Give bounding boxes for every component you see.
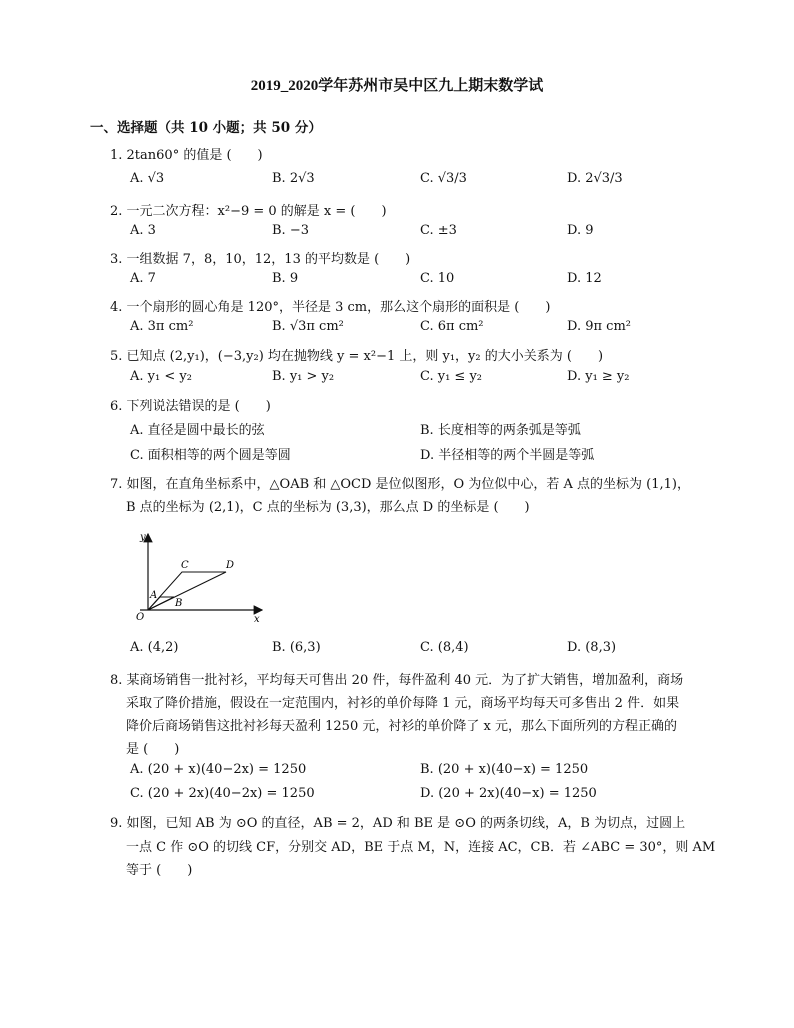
- question-9-stem: 9. 如图，已知 AB 为 ⊙O 的直径，AB = 2，AD 和 BE 是 ⊙O 的两条切线，A，B 为切点，过圆上: [110, 816, 686, 831]
- question-7-option-d[interactable]: D. (8,3): [567, 640, 617, 655]
- question-7-option-a[interactable]: A. (4,2): [130, 640, 179, 655]
- question-7-figure: [130, 528, 270, 628]
- question-1-option-d[interactable]: D. 2√3/3: [567, 171, 623, 186]
- question-2-stem: 2. 一元二次方程：x²−9 = 0 的解是 x = ( ): [110, 204, 387, 219]
- question-2-option-a[interactable]: A. 3: [130, 223, 156, 238]
- question-6-option-d[interactable]: D. 半径相等的两个半圆是等弧: [420, 448, 595, 463]
- question-5-option-c[interactable]: C. y₁ ≤ y₂: [420, 369, 483, 384]
- question-3-option-b[interactable]: B. 9: [272, 271, 299, 286]
- question-5-option-b[interactable]: B. y₁ > y₂: [272, 369, 335, 384]
- question-1-option-a[interactable]: A. √3: [130, 171, 165, 186]
- page-title: 2019_2020学年苏州市吴中区九上期末数学试: [250, 78, 544, 94]
- question-7-stem-line-2: B 点的坐标为 (2,1)，C 点的坐标为 (3,3)，那么点 D 的坐标是 ( ): [126, 500, 530, 515]
- question-1-stem: 1. 2tan60° 的值是 ( ): [110, 148, 263, 163]
- question-8-stem: 8. 某商场销售一批衬衫，平均每天可售出 20 件，每件盈利 40 元．为了扩大销售，增加盈利，商场: [110, 673, 684, 688]
- question-8-stem-line-2: 采取了降价措施，假设在一定范围内，衬衫的单价每降 1 元，商场平均每天可多售出 2 件．如果: [126, 696, 680, 711]
- question-7-option-c[interactable]: C. (8,4): [420, 640, 469, 655]
- question-3-stem: 3. 一组数据 7，8，10，12，13 的平均数是 ( ): [110, 252, 411, 267]
- question-6-stem: 6. 下列说法错误的是 ( ): [110, 399, 271, 414]
- question-1-option-c[interactable]: C. √3/3: [420, 171, 467, 186]
- question-9-stem-line-2: 一点 C 作 ⊙O 的切线 CF，分别交 AD，BE 于点 M，N，连接 AC，CB．若 ∠ABC = 30°，则 AM: [126, 840, 716, 855]
- question-3-option-c[interactable]: C. 10: [420, 271, 455, 286]
- question-8-option-a[interactable]: A. (20 + x)(40−2x) = 1250: [130, 762, 307, 777]
- question-2-option-b[interactable]: B. −3: [272, 223, 309, 238]
- question-6-option-a[interactable]: A. 直径是圆中最长的弦: [130, 423, 265, 438]
- question-4-option-b[interactable]: B. √3π cm²: [272, 319, 344, 334]
- question-5-option-d[interactable]: D. y₁ ≥ y₂: [567, 369, 630, 384]
- question-2-option-c[interactable]: C. ±3: [420, 223, 457, 238]
- question-5-stem: 5. 已知点 (2,y₁)，(−3,y₂) 均在抛物线 y = x²−1 上，则 y₁，y₂ 的大小关系为 ( ): [110, 349, 604, 364]
- question-9-stem-line-3: 等于 ( ): [126, 863, 193, 878]
- question-6-option-b[interactable]: B. 长度相等的两条弧是等弧: [420, 423, 581, 438]
- label-o: O: [136, 612, 145, 623]
- question-8-stem-line-4: 是 ( ): [126, 742, 180, 757]
- question-8-option-b[interactable]: B. (20 + x)(40−x) = 1250: [420, 762, 589, 777]
- question-8-stem-line-3: 降价后商场销售这批衬衫每天盈利 1250 元，衬衫的单价降了 x 元，那么下面所列的方程正确的: [126, 719, 677, 734]
- section-heading: 一、选择题（共 10 小题；共 50 分）: [90, 120, 322, 136]
- question-7-stem: 7. 如图，在直角坐标系中，△OAB 和 △OCD 是位似图形，O 为位似中心，若 A 点的坐标为 (1,1)，: [110, 477, 690, 492]
- question-5-option-a[interactable]: A. y₁ < y₂: [130, 369, 192, 384]
- question-8-option-d[interactable]: D. (20 + 2x)(40−x) = 1250: [420, 786, 597, 801]
- question-4-option-a[interactable]: A. 3π cm²: [130, 319, 194, 334]
- question-8-option-c[interactable]: C. (20 + 2x)(40−2x) = 1250: [130, 786, 315, 801]
- question-4-stem: 4. 一个扇形的圆心角是 120°，半径是 3 cm，那么这个扇形的面积是 ( ): [110, 300, 551, 315]
- question-4-option-d[interactable]: D. 9π cm²: [567, 319, 631, 334]
- label-y: y: [140, 532, 146, 543]
- label-d: D: [226, 560, 235, 571]
- label-b: B: [175, 598, 183, 609]
- question-3-option-d[interactable]: D. 12: [567, 271, 602, 286]
- question-4-option-c[interactable]: C. 6π cm²: [420, 319, 484, 334]
- question-2-option-d[interactable]: D. 9: [567, 223, 594, 238]
- label-a: A: [150, 590, 158, 601]
- question-7-option-b[interactable]: B. (6,3): [272, 640, 321, 655]
- question-1-option-b[interactable]: B. 2√3: [272, 171, 315, 186]
- label-c: C: [181, 560, 189, 571]
- label-x: x: [254, 614, 260, 625]
- question-3-option-a[interactable]: A. 7: [130, 271, 156, 286]
- question-6-option-c[interactable]: C. 面积相等的两个圆是等圆: [130, 448, 291, 463]
